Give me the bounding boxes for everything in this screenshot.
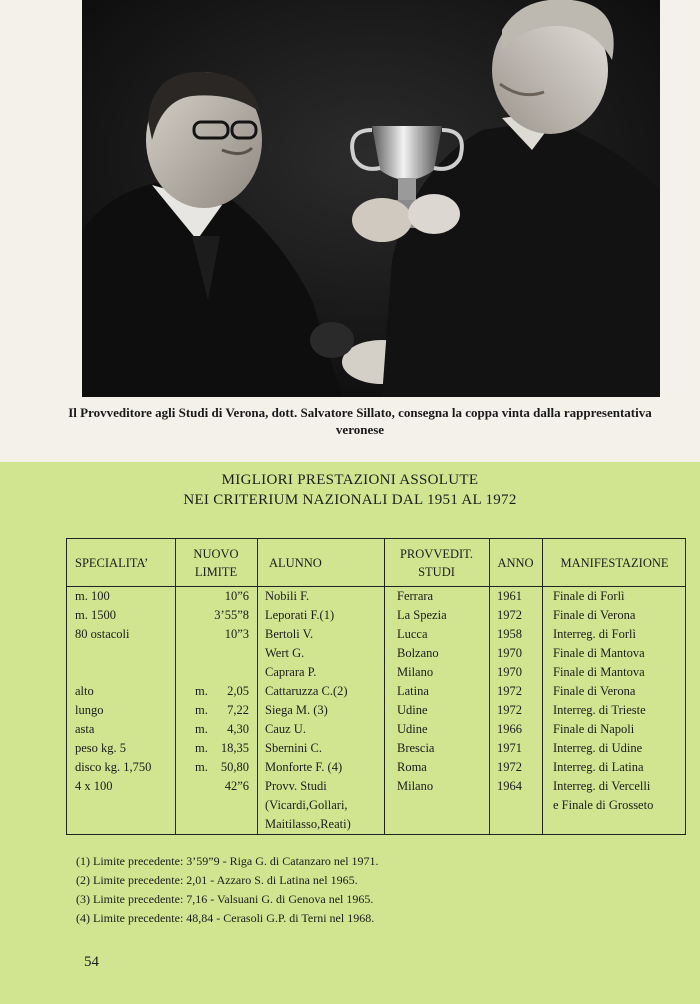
cell-limite-prefix: m. <box>195 703 208 717</box>
cell-manifestazione: Finale di Forlì <box>553 589 625 603</box>
cell-alunno: Monforte F. (4) <box>265 760 343 774</box>
cell-manifestazione: Finale di Verona <box>553 684 636 698</box>
cell-anno: 1970 <box>497 665 522 679</box>
cell-specialita: 80 ostacoli <box>75 627 130 641</box>
cell-alunno: Wert G. <box>265 646 305 660</box>
cell-manifestazione: Interreg. di Forlì <box>553 627 636 641</box>
cell-alunno: (Vicardi,Gollari, <box>265 798 348 812</box>
cell-alunno: Maitilasso,Reati) <box>265 817 351 831</box>
cell-limite-prefix: m. <box>195 760 208 774</box>
cell-manifestazione: Finale di Verona <box>553 608 636 622</box>
cell-manifestazione: Interreg. di Vercelli <box>553 779 651 793</box>
cell-manifestazione: e Finale di Grosseto <box>553 798 654 812</box>
cell-limite: 3’55”8 <box>214 608 249 622</box>
table-row <box>67 625 687 643</box>
cell-specialita: lungo <box>75 703 104 717</box>
cell-anno: 1970 <box>497 646 522 660</box>
table-row <box>67 720 687 738</box>
cell-limite: 4,30 <box>227 722 249 736</box>
cell-specialita: m. 1500 <box>75 608 116 622</box>
header-anno: ANNO <box>497 555 534 570</box>
cell-limite-prefix: m. <box>195 684 208 698</box>
cell-specialita: alto <box>75 684 94 698</box>
cell-anno: 1972 <box>497 760 522 774</box>
cell-provvedit: Udine <box>397 722 428 736</box>
cell-anno: 1972 <box>497 608 522 622</box>
table-row <box>67 701 687 719</box>
table-row <box>67 682 687 700</box>
cell-alunno: Bertoli V. <box>265 627 314 641</box>
cell-provvedit: La Spezia <box>397 608 447 622</box>
cell-provvedit: Lucca <box>397 627 428 641</box>
header-nuovo-limite-text: NUOVO LIMITE <box>193 546 239 579</box>
table-row <box>67 644 687 662</box>
cell-anno: 1972 <box>497 703 522 717</box>
table-row <box>67 758 687 776</box>
header-nuovo-limite <box>175 539 257 586</box>
cell-limite: 7,22 <box>227 703 249 717</box>
table-title <box>0 470 700 510</box>
cell-manifestazione: Finale di Mantova <box>553 646 645 660</box>
cell-specialita: peso kg. 5 <box>75 741 127 755</box>
table-row <box>67 606 687 624</box>
photo-caption: Il Provveditore agli Studi di Verona, dott. Salvatore Sillato, consegna la coppa vinta dalla rappresentativa veronese <box>68 405 652 437</box>
cell-limite-prefix: m. <box>195 722 208 736</box>
table-row <box>67 663 687 681</box>
header-alunno: ALUNNO <box>269 555 322 570</box>
table-row <box>67 777 687 795</box>
table-title-line-2: NEI CRITERIUM NAZIONALI DAL 1951 AL 1972 <box>183 492 517 508</box>
cell-limite: 42”6 <box>224 779 249 793</box>
cell-manifestazione: Interreg. di Trieste <box>553 703 646 717</box>
cell-anno: 1972 <box>497 684 522 698</box>
cell-manifestazione: Finale di Napoli <box>553 722 635 736</box>
header-provvedit <box>384 539 489 586</box>
table-row <box>67 587 687 605</box>
cell-limite: 18,35 <box>220 741 249 755</box>
footnote-4: (4) Limite precedente: 48,84 - Cerasoli G.P. di Terni nel 1968. <box>76 911 375 925</box>
footnotes <box>76 852 379 928</box>
cell-limite: 10”6 <box>224 589 249 603</box>
cell-alunno: Provv. Studi <box>265 779 327 793</box>
cell-alunno: Siega M. (3) <box>265 703 328 717</box>
cell-provvedit: Milano <box>397 779 434 793</box>
records-table <box>66 538 686 835</box>
trophy-ceremony-photo <box>82 0 660 397</box>
cell-specialita: disco kg. 1,750 <box>75 760 152 774</box>
table-row <box>67 796 687 814</box>
cell-provvedit: Milano <box>397 665 434 679</box>
cell-provvedit: Bolzano <box>397 646 439 660</box>
cell-provvedit: Udine <box>397 703 428 717</box>
cell-alunno: Cattaruzza C.(2) <box>265 684 348 698</box>
cell-alunno: Sbernini C. <box>265 741 322 755</box>
cell-manifestazione: Interreg. di Latina <box>553 760 644 774</box>
cell-limite: 50,80 <box>220 760 249 774</box>
cell-limite-prefix: m. <box>195 741 208 755</box>
cell-anno: 1958 <box>497 627 522 641</box>
cell-alunno: Leporati F.(1) <box>265 608 335 622</box>
cell-manifestazione: Finale di Mantova <box>553 665 645 679</box>
footnote-2: (2) Limite precedente: 2,01 - Azzaro S. di Latina nel 1965. <box>76 873 358 887</box>
cell-alunno: Nobili F. <box>265 589 310 603</box>
table-title-line-1: MIGLIORI PRESTAZIONI ASSOLUTE <box>221 472 479 488</box>
cell-manifestazione: Interreg. di Udine <box>553 741 643 755</box>
cell-anno: 1961 <box>497 589 522 603</box>
cell-alunno: Cauz U. <box>265 722 306 736</box>
cell-anno: 1971 <box>497 741 522 755</box>
cell-alunno: Caprara P. <box>265 665 317 679</box>
header-specialita: SPECIALITA’ <box>75 555 149 570</box>
cell-limite: 2,05 <box>227 684 249 698</box>
cell-provvedit: Roma <box>397 760 427 774</box>
table-row <box>67 815 687 833</box>
cell-specialita: 4 x 100 <box>75 779 113 793</box>
cell-specialita: asta <box>75 722 95 736</box>
table-row <box>67 739 687 757</box>
header-manifestazione: MANIFESTAZIONE <box>560 555 669 570</box>
header-provvedit-text: PROVVEDIT. STUDI <box>399 546 474 579</box>
cell-provvedit: Ferrara <box>397 589 434 603</box>
cell-anno: 1966 <box>497 722 522 736</box>
cell-provvedit: Latina <box>397 684 429 698</box>
photo-illustration <box>82 0 660 397</box>
footnote-3: (3) Limite precedente: 7,16 - Valsuani G. di Genova nel 1965. <box>76 892 374 906</box>
cell-specialita: m. 100 <box>75 589 110 603</box>
page-number: 54 <box>84 954 99 970</box>
cell-provvedit: Brescia <box>397 741 435 755</box>
cell-anno: 1964 <box>497 779 522 793</box>
footnote-1: (1) Limite precedente: 3’59”9 - Riga G. di Catanzaro nel 1971. <box>76 854 379 868</box>
cell-limite: 10”3 <box>224 627 249 641</box>
